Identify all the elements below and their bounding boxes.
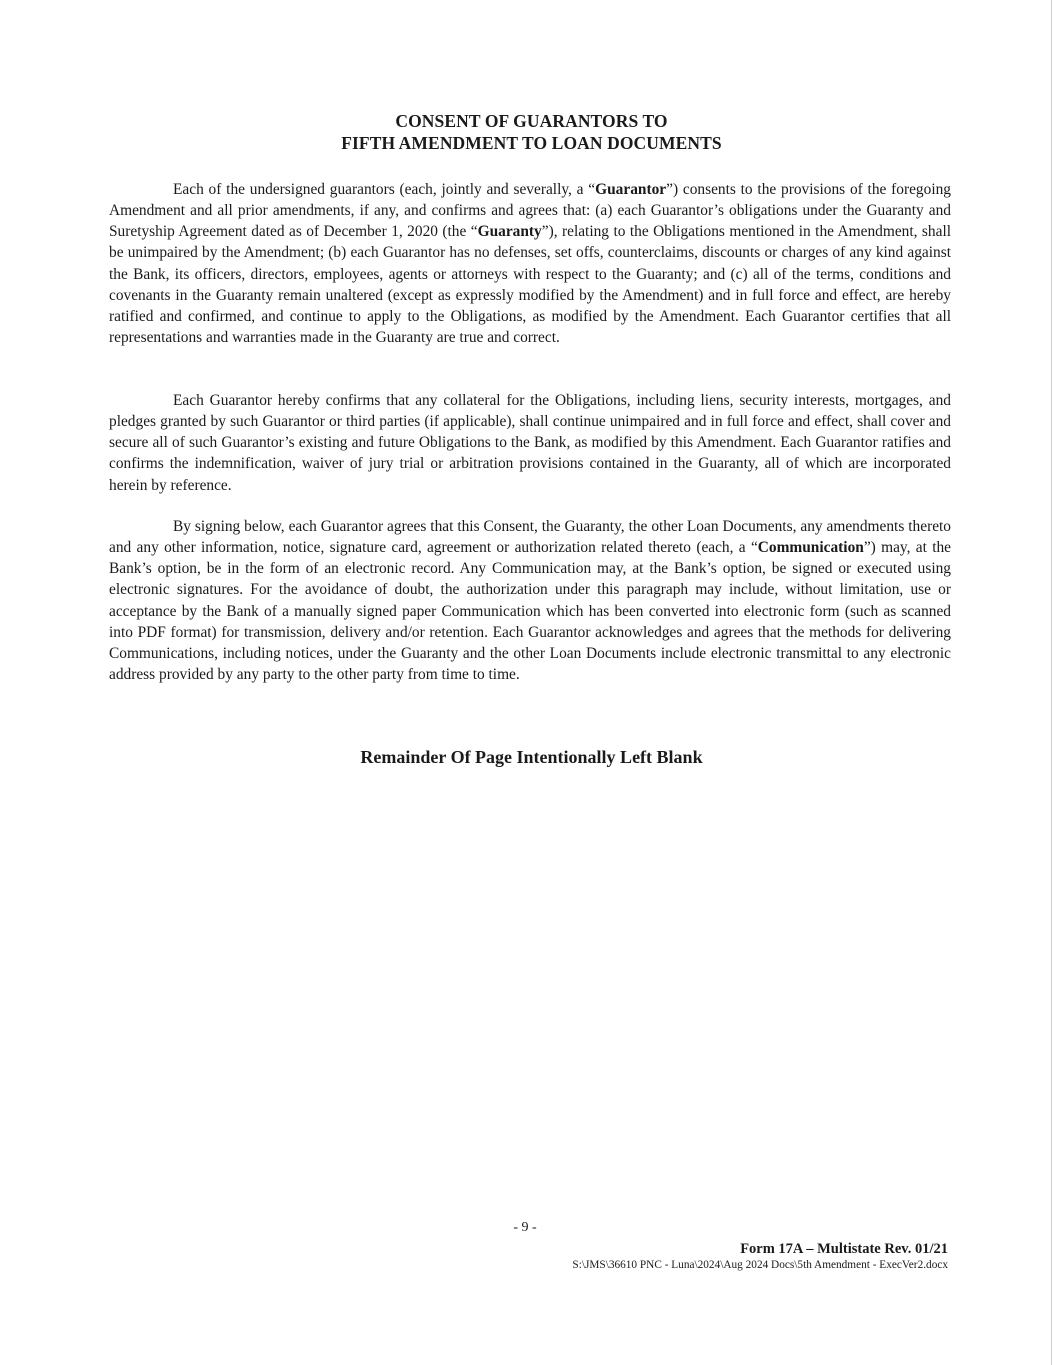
paragraph-collateral: Each Guarantor hereby confirms that any collateral for the Obligations, including liens, security interests, mortgages, and pledges granted by such Guarantor or third parties (if applicable), shall continue unimpaired and in full force and effect, shall cover and secure all of such Guarantor’s existing and future Obligations to the Bank, as modified by this Amendment. Each Guarantor ratifies and confirms the indemnification, waiver of jury trial or arbitration provisions contained in the Guaranty, all of which are incorporated herein by reference. <box>109 392 951 494</box>
page-edge-line <box>1051 0 1052 1365</box>
form-identifier: Form 17A – Multistate Rev. 01/21 <box>740 1241 948 1257</box>
paragraph-electronic-communication <box>109 516 951 685</box>
p1-text-2: ”) consents to the provisions of the foregoing Amendment and all prior amendments, if any, and confirms and agrees that: (a) each Guarantor’s obligations under the Guaranty and Suretyship Agreement dated as of December 1, 2020 (the “ <box>109 181 951 241</box>
defined-term-communication: Communication <box>757 539 864 557</box>
title-line-1: CONSENT OF GUARANTORS TO <box>395 111 668 131</box>
page-number: - 9 - <box>513 1220 537 1235</box>
document-title <box>0 110 1055 154</box>
p3-text-1: By signing below, each Guarantor agrees that this Consent, the Guaranty, the other Loan Documents, any amendments thereto and any other information, notice, signature card, agreement or authorization related thereto (each, a “ <box>109 518 951 557</box>
p3-text-2: ”) may, at the Bank’s option, be in the form of an electronic record. Any Communication may, at the Bank’s option, be signed or executed using electronic signatures. For the avoidance of doubt, the authorization under this paragraph may include, without limitation, use or acceptance by the Bank of a manually signed paper Communication which has been converted into electronic form (such as scanned into PDF format) for transmission, delivery and/or retention. Each Guarantor acknowledges and agrees that the methods for delivering Communications, including notices, under the Guaranty and the other Loan Documents include electronic transmittal to any electronic address provided by any party to the other party from time to time. <box>109 539 951 684</box>
remainder-blank-notice: Remainder Of Page Intentionally Left Blank <box>360 747 703 767</box>
title-line-2: FIFTH AMENDMENT TO LOAN DOCUMENTS <box>341 133 722 153</box>
p1-text-3: ”), relating to the Obligations mentioned in the Amendment, shall be unimpaired by the Amendment; (b) each Guarantor has no defenses, set offs, counterclaims, discounts or charges of any kind against the Bank, its officers, directors, employees, agents or attorneys with respect to the Guaranty; and (c) all of the terms, conditions and covenants in the Guaranty remain unaltered (except as expressly modified by the Amendment) and in full force and effect, are hereby ratified and confirmed, and continue to apply to the Obligations, as modified by the Amendment. Each Guarantor certifies that all representations and warranties made in the Guaranty are true and correct. <box>109 223 951 347</box>
defined-term-guarantor: Guarantor <box>595 181 667 198</box>
p1-text-1: Each of the undersigned guarantors (each, jointly and severally, a “ <box>173 181 596 198</box>
defined-term-guaranty: Guaranty <box>477 223 542 241</box>
file-path: S:\JMS\36610 PNC - Luna\2024\Aug 2024 Docs\5th Amendment - ExecVer2.docx <box>572 1259 948 1271</box>
paragraph-guarantor-consent <box>109 179 951 348</box>
